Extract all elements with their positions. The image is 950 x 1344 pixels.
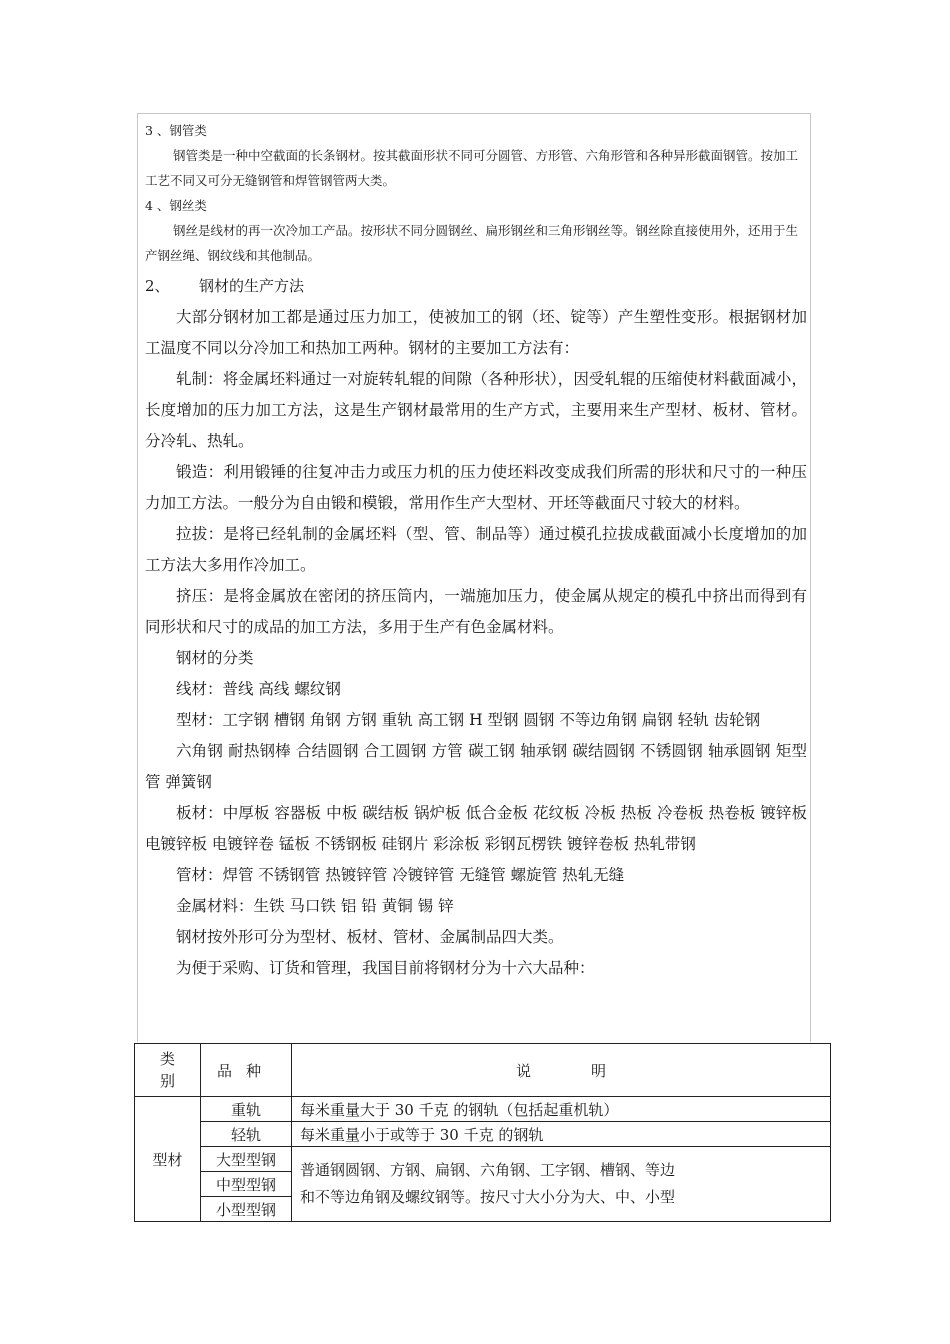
group-desc-line: 普通钢圆钢、方钢、扁钢、六角钢、工字钢、槽钢、等边 bbox=[300, 1161, 676, 1179]
paragraph: 型材：工字钢 槽钢 角钢 方钢 重轨 高工钢 H 型钢 圆钢 不等边角钢 扁钢 轻轨 齿轮钢 bbox=[176, 711, 761, 729]
section-3-title: 3 、钢管类 bbox=[145, 123, 207, 138]
description-cell: 每米重量大于 30 千克 的钢轨（包括起重机轨） bbox=[292, 1097, 831, 1122]
header-category-bottom: 别 bbox=[159, 1072, 175, 1090]
paragraph: 锻造：利用锻锤的往复冲击力或压力机的压力使坯料改变成我们所需的形状和尺寸的一种压力加工方法。一般分为自由锻和模锻，常用作生产大型材、开坯等截面尺寸较大的材料。 bbox=[145, 463, 807, 512]
variety-cell: 大型型钢 bbox=[201, 1147, 292, 1172]
table-row bbox=[135, 1122, 831, 1147]
paragraph: 金属材料：生铁 马口铁 铝 铅 黄铜 锡 锌 bbox=[176, 897, 454, 915]
header-variety: 品种 bbox=[201, 1044, 292, 1097]
header-description: 说明 bbox=[292, 1044, 831, 1097]
heading-number: 2、 bbox=[145, 277, 170, 295]
table-row bbox=[135, 1147, 831, 1172]
section-4-title: 4 、钢丝类 bbox=[145, 198, 207, 213]
group-description-cell bbox=[292, 1147, 831, 1222]
table-row bbox=[135, 1097, 831, 1122]
paragraph: 挤压：是将金属放在密闭的挤压筒内，一端施加压力，使金属从规定的模孔中挤出而得到有同形状和尺寸的成品的加工方法，多用于生产有色金属材料。 bbox=[145, 587, 807, 636]
paragraph: 为便于采购、订货和管理，我国目前将钢材分为十六大品种： bbox=[176, 959, 595, 977]
paragraph: 板材：中厚板 容器板 中板 碳结板 锅炉板 低合金板 花纹板 冷板 热板 冷卷板 热卷板 镀锌板 电镀锌板 电镀锌卷 锰板 不锈钢板 硅钢片 彩涂板 彩钢瓦楞铁 镀锌卷板 热轧带钢 bbox=[145, 804, 807, 853]
variety-cell: 重轨 bbox=[201, 1097, 292, 1122]
paragraph: 六角钢 耐热钢棒 合结圆钢 合工圆钢 方管 碳工钢 轴承钢 碳结圆钢 不锈圆钢 轴承圆钢 矩型管 弹簧钢 bbox=[145, 742, 807, 791]
paragraph: 大部分钢材加工都是通过压力加工，使被加工的钢（坯、锭等）产生塑性变形。根据钢材加工温度不同以分冷加工和热加工两种。钢材的主要加工方法有： bbox=[145, 308, 807, 357]
paragraph: 钢材按外形可分为型材、板材、管材、金属制品四大类。 bbox=[176, 928, 564, 946]
section-3-text: 钢管类是一种中空截面的长条钢材。按其截面形状不同可分圆管、方形管、六角形管和各种异形截面钢管。按加工工艺不同又可分无缝钢管和焊管钢管两大类。 bbox=[145, 148, 799, 188]
section-4-text: 钢丝是线材的再一次冷加工产品。按形状不同分圆钢丝、扁形钢丝和三角形钢丝等。钢丝除直接使用外，还用于生产钢丝绳、钢纹线和其他制品。 bbox=[145, 223, 799, 263]
description-cell: 每米重量小于或等于 30 千克 的钢轨 bbox=[292, 1122, 831, 1147]
steel-varieties-table bbox=[134, 1043, 831, 1222]
variety-cell: 轻轨 bbox=[201, 1122, 292, 1147]
body-text bbox=[145, 302, 807, 984]
variety-cell: 中型型钢 bbox=[201, 1172, 292, 1197]
header-category-top: 类 bbox=[159, 1050, 175, 1068]
paragraph: 管材：焊管 不锈钢管 热镀锌管 冷镀锌管 无缝管 螺旋管 热轧无缝 bbox=[176, 866, 625, 884]
table-header-row bbox=[135, 1044, 831, 1097]
category-cell: 型材 bbox=[135, 1097, 201, 1222]
paragraph: 轧制：将金属坯料通过一对旋转轧辊的间隙（各种形状），因受轧辊的压缩使材料截面减小，长度增加的压力加工方法，这是生产钢材最常用的生产方式，主要用来生产型材、板材、管材。分冷轧、热轧。 bbox=[145, 370, 807, 450]
section-heading bbox=[145, 274, 304, 298]
heading-title: 钢材的生产方法 bbox=[199, 277, 305, 295]
group-desc-line: 和不等边角钢及螺纹钢等。按尺寸大小分为大、中、小型 bbox=[300, 1188, 676, 1206]
paragraph: 钢材的分类 bbox=[176, 649, 254, 667]
paragraph: 线材：普线 高线 螺纹钢 bbox=[176, 680, 341, 698]
header-category bbox=[135, 1044, 201, 1097]
variety-cell: 小型型钢 bbox=[201, 1197, 292, 1222]
paragraph: 拉拔：是将已经轧制的金属坯料（型、管、制品等）通过模孔拉拔成截面减小长度增加的加工方法大多用作冷加工。 bbox=[145, 525, 807, 574]
